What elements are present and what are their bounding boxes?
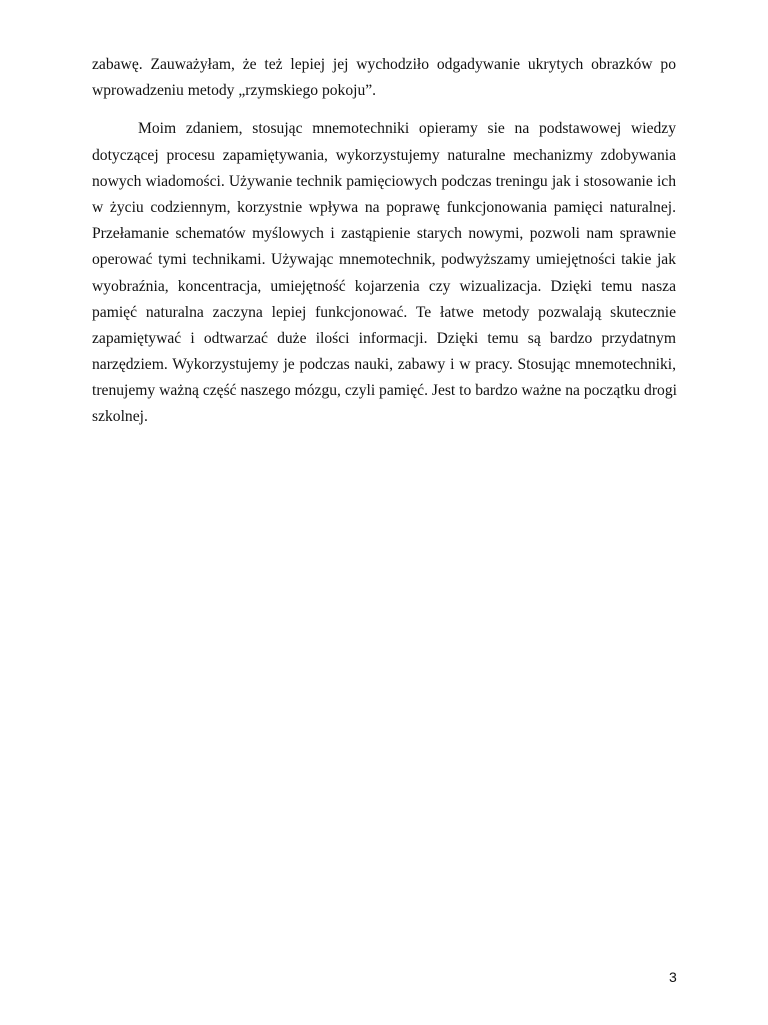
body-text — [92, 52, 676, 431]
paragraph-line: narzędziem. Wykorzystujemy je podczas nauki, zabawy i w pracy. Stosując mnemotechniki, — [92, 356, 676, 374]
paragraph-line: nowych wiadomości. Używanie technik pamięciowych podczas treningu jak i stosowanie ich — [92, 172, 676, 190]
paragraph-line: zabawę. Zauważyłam, że też lepiej jej wychodziło odgadywanie ukrytych obrazków po — [92, 56, 676, 73]
paragraph-line: pamięć naturalna zaczyna lepiej funkcjonować. Te łatwe metody pozwalają skutecznie — [92, 303, 676, 321]
paragraph-line: Moim zdaniem, stosując mnemotechniki opieramy sie na podstawowej wiedzy — [138, 120, 676, 138]
page-number: 3 — [669, 969, 677, 985]
paragraph-1 — [92, 52, 676, 104]
paragraph-line: dotyczącej procesu zapamiętywania, wykorzystujemy naturalne mechanizmy zdobywania — [92, 146, 676, 164]
paragraph-line: trenujemy ważną część naszego mózgu, czyli pamięć. Jest to bardzo ważne na początku drogi — [92, 382, 677, 400]
paragraph-line: wyobraźnia, koncentracja, umiejętność kojarzenia czy wizualizacja. Dzięki temu nasza — [92, 277, 676, 295]
paragraph-line: operować tymi technikami. Używając mnemotechnik, podwyższamy umiejętności takie jak — [92, 251, 676, 269]
paragraph-spacer — [92, 104, 676, 116]
paragraph-2 — [92, 116, 676, 430]
paragraph-line: wprowadzeniu metody „rzymskiego pokoju”. — [92, 82, 377, 100]
paragraph-line: w życiu codziennym, korzystnie wpływa na poprawę funkcjonowania pamięci naturalnej. — [92, 198, 676, 216]
paragraph-line: szkolnej. — [92, 408, 148, 426]
paragraph-line: Przełamanie schematów myślowych i zastąpienie starych nowymi, pozwoli nam sprawnie — [92, 225, 676, 243]
paragraph-line: zapamiętywać i odtwarzać duże ilości informacji. Dzięki temu są bardzo przydatnym — [92, 329, 676, 347]
